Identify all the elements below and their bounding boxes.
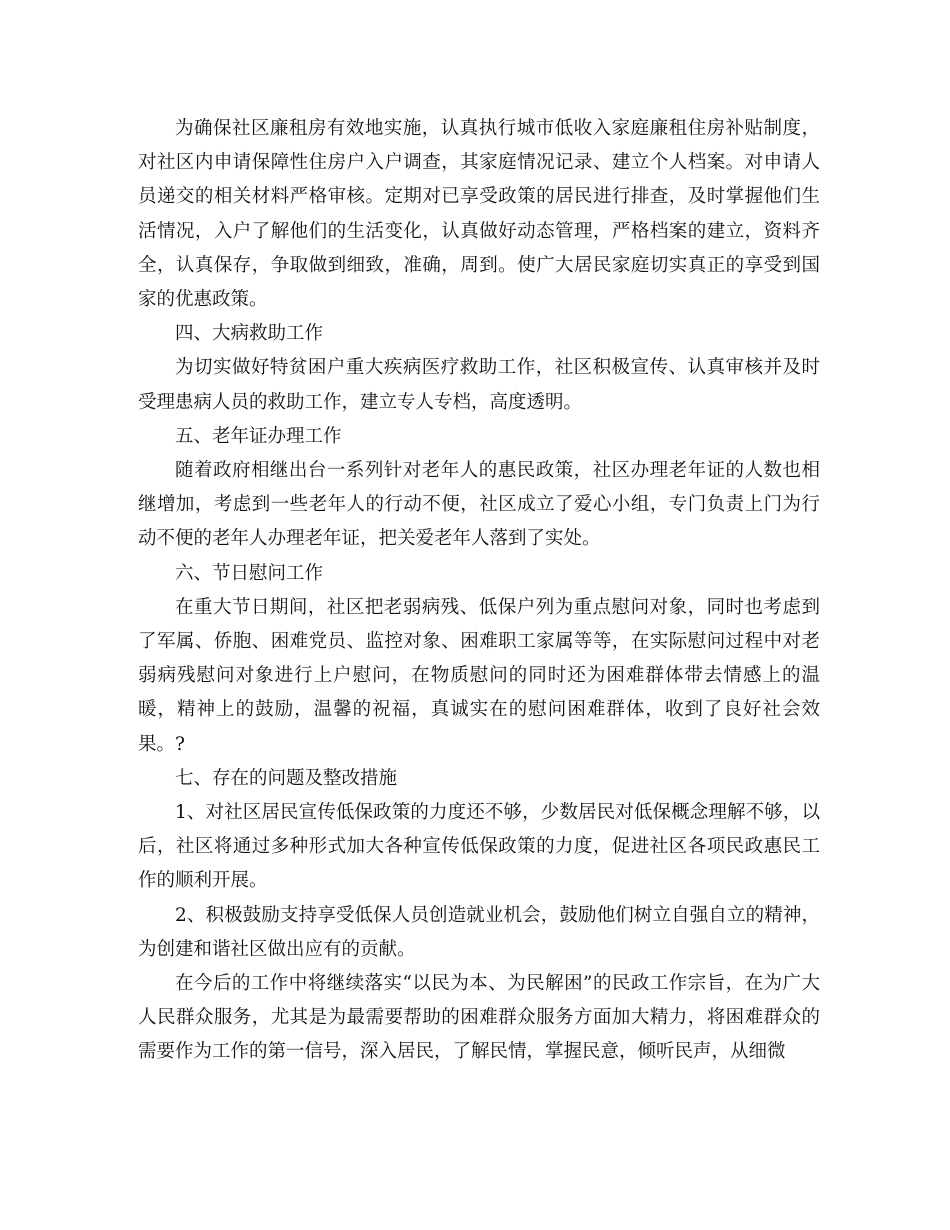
section-heading-holiday-visits: 六、节日慰问工作 bbox=[175, 562, 324, 584]
paragraph-holiday-visits: 在重大节日期间，社区把老弱病残、低保户列为重点慰问对象，同时也考虑到了军属、侨胞、困难党员、监控对象、困难职工家属等等，在实际慰问过程中对老弱病残慰问对象进行上户慰问，在物质慰问的同时还为困难群体带去情感上的温暖，精神上的鼓励，温馨的祝福，真诚实在的慰问困难群体，收到了良好社会效果。? bbox=[138, 596, 820, 755]
paragraph-conclusion: 在今后的工作中将继续落实“以民为本、为民解困”的民政工作宗旨，在为广大人民群众服务，尤其是为最需要帮助的困难群众服务方面加大精力，将困难群众的需要作为工作的第一信号，深入居民，了解民情，掌握民意，倾听民声，从细微 bbox=[138, 973, 820, 1063]
document-body bbox=[138, 112, 820, 1070]
paragraph-housing: 为确保社区廉租房有效地实施，认真执行城市低收入家庭廉租住房补贴制度，对社区内申请保障性住房户入户调查，其家庭情况记录、建立个人档案。对申请人员递交的相关材料严格审核。定期对已享受政策的居民进行排查，及时掌握他们生活情况，入户了解他们的生活变化，认真做好动态管理，严格档案的建立，资料齐全，认真保存，争取做到细致，准确，周到。使广大居民家庭切实真正的享受到国家的优惠政策。 bbox=[138, 118, 820, 311]
section-heading-illness-aid: 四、大病救助工作 bbox=[175, 323, 324, 345]
paragraph-illness-aid: 为切实做好特贫困户重大疾病医疗救助工作，社区积极宣传、认真审核并及时受理患病人员的救助工作，建立专人专档，高度透明。 bbox=[138, 357, 820, 413]
paragraph-senior-card: 随着政府相继出台一系列针对老年人的惠民政策，社区办理老年证的人数也相继增加，考虑到一些老年人的行动不便，社区成立了爱心小组，专门负责上门为行动不便的老年人办理老年证，把关爱老年人落到了实处。 bbox=[138, 460, 820, 550]
paragraph-problem-1: 1、对社区居民宣传低保政策的力度还不够，少数居民对低保概念理解不够，以后，社区将通过多种形式加大各种宣传低保政策的力度，促进社区各项民政惠民工作的顺利开展。 bbox=[138, 802, 820, 892]
paragraph-problem-2: 2、积极鼓励支持享受低保人员创造就业机会，鼓励他们树立自强自立的精神，为创建和谐社区做出应有的贡献。 bbox=[138, 904, 820, 960]
section-heading-problems: 七、存在的问题及整改措施 bbox=[175, 767, 398, 789]
section-heading-senior-card: 五、老年证办理工作 bbox=[175, 425, 342, 447]
